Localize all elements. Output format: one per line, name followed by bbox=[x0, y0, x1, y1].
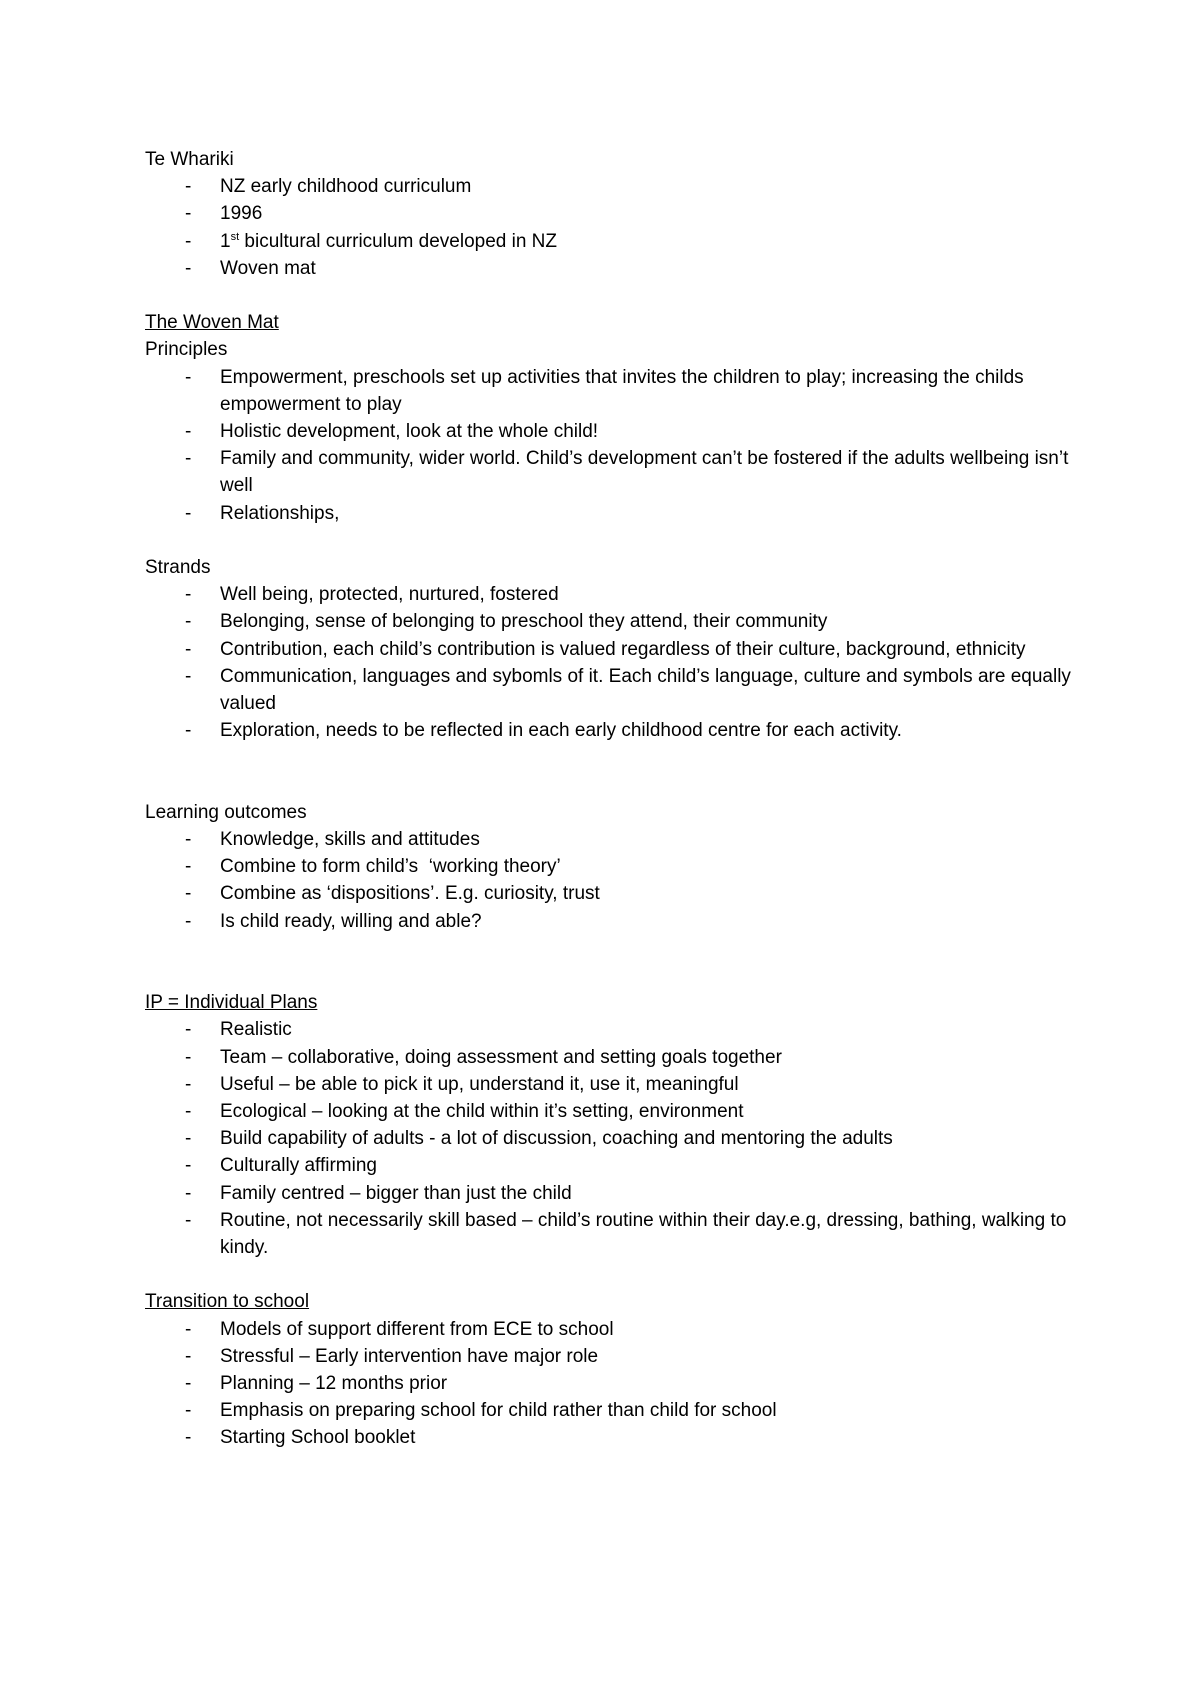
dash-bullet: - bbox=[185, 720, 192, 742]
list-item: - Combine as ‘dispositions’. E.g. curiosity, trust bbox=[145, 880, 1085, 907]
document-page bbox=[145, 146, 1085, 1452]
list-item: - Exploration, needs to be reflected in each early childhood centre for each activity. bbox=[145, 717, 1085, 744]
heading-transition-to-school: Transition to school bbox=[145, 1291, 310, 1313]
dash-bullet: - bbox=[185, 828, 192, 850]
list-item: - Well being, protected, nurtured, fostered bbox=[145, 581, 1085, 608]
list-item: - Woven mat bbox=[145, 255, 1085, 282]
dash-bullet: - bbox=[185, 665, 192, 687]
dash-bullet: - bbox=[185, 1073, 192, 1095]
dash-bullet: - bbox=[185, 230, 192, 252]
list-item: - Family centred – bigger than just the child bbox=[145, 1180, 1085, 1207]
dash-bullet: - bbox=[185, 203, 192, 225]
dash-bullet: - bbox=[185, 1155, 192, 1177]
dash-bullet: - bbox=[185, 502, 192, 524]
dash-bullet: - bbox=[185, 448, 192, 470]
list-item: - Culturally affirming bbox=[145, 1152, 1085, 1179]
list-item: - Stressful – Early intervention have major role bbox=[145, 1343, 1085, 1370]
dash-bullet: - bbox=[185, 1046, 192, 1068]
dash-bullet: - bbox=[185, 1318, 192, 1340]
dash-bullet: - bbox=[185, 638, 192, 660]
list-item: - Starting School booklet bbox=[145, 1424, 1085, 1451]
dash-bullet: - bbox=[185, 257, 192, 279]
dash-bullet: - bbox=[185, 910, 192, 932]
list-item: - Holistic development, look at the whole child! bbox=[145, 418, 1085, 445]
list-item: - Is child ready, willing and able? bbox=[145, 908, 1085, 935]
list-item: - Belonging, sense of belonging to preschool they attend, their community bbox=[145, 608, 1085, 635]
list-item: - Combine to form child’s ‘working theory’ bbox=[145, 853, 1085, 880]
list-item: - Family and community, wider world. Child’s development can’t be fostered if the adults wellbeing isn’t well bbox=[145, 445, 1085, 499]
heading-individual-plans: IP = Individual Plans bbox=[145, 992, 318, 1014]
list-item: - Team – collaborative, doing assessment and setting goals together bbox=[145, 1044, 1085, 1071]
list-item: - Contribution, each child’s contribution is valued regardless of their culture, background, ethnicity bbox=[145, 636, 1085, 663]
list-item: - NZ early childhood curriculum bbox=[145, 173, 1085, 200]
dash-bullet: - bbox=[185, 1128, 192, 1150]
list-item: - Routine, not necessarily skill based – child’s routine within their day.e.g, dressing, bathing, walking to kindy. bbox=[145, 1207, 1085, 1261]
dash-bullet: - bbox=[185, 1182, 192, 1204]
list-item: - Useful – be able to pick it up, understand it, use it, meaningful bbox=[145, 1071, 1085, 1098]
dash-bullet: - bbox=[185, 366, 192, 388]
heading-learning-outcomes: Learning outcomes bbox=[145, 801, 307, 823]
dash-bullet: - bbox=[185, 1100, 192, 1122]
list-te-whariki bbox=[145, 173, 1085, 282]
dash-bullet: - bbox=[185, 611, 192, 633]
dash-bullet: - bbox=[185, 420, 192, 442]
dash-bullet: - bbox=[185, 584, 192, 606]
dash-bullet: - bbox=[185, 176, 192, 198]
dash-bullet: - bbox=[185, 1427, 192, 1449]
subheading-principles: Principles bbox=[145, 339, 228, 361]
dash-bullet: - bbox=[185, 1400, 192, 1422]
list-item: - Communication, languages and sybomls of it. Each child’s language, culture and symbols are equally valued bbox=[145, 663, 1085, 717]
dash-bullet: - bbox=[185, 1345, 192, 1367]
dash-bullet: - bbox=[185, 856, 192, 878]
list-item: - Realistic bbox=[145, 1016, 1085, 1043]
heading-te-whariki: Te Whariki bbox=[145, 149, 234, 170]
list-transition-to-school bbox=[145, 1316, 1085, 1452]
list-item: - 1996 bbox=[145, 200, 1085, 227]
list-item: - Empowerment, preschools set up activities that invites the children to play; increasing the childs empowerment to play bbox=[145, 364, 1085, 418]
list-item: - Relationships, bbox=[145, 500, 1085, 527]
list-item: - Build capability of adults - a lot of discussion, coaching and mentoring the adults bbox=[145, 1125, 1085, 1152]
list-strands bbox=[145, 581, 1085, 744]
list-item: - Emphasis on preparing school for child rather than child for school bbox=[145, 1397, 1085, 1424]
dash-bullet: - bbox=[185, 883, 192, 905]
list-individual-plans bbox=[145, 1016, 1085, 1261]
list-item: - Ecological – looking at the child within it’s setting, environment bbox=[145, 1098, 1085, 1125]
list-learning-outcomes bbox=[145, 826, 1085, 935]
heading-strands: Strands bbox=[145, 556, 211, 578]
heading-woven-mat: The Woven Mat bbox=[145, 312, 279, 334]
list-item: - Planning – 12 months prior bbox=[145, 1370, 1085, 1397]
dash-bullet: - bbox=[185, 1019, 192, 1041]
list-principles bbox=[145, 364, 1085, 527]
list-item: - Models of support different from ECE to school bbox=[145, 1316, 1085, 1343]
list-item: - Knowledge, skills and attitudes bbox=[145, 826, 1085, 853]
dash-bullet: - bbox=[185, 1372, 192, 1394]
list-item: - 1st bicultural curriculum developed in NZ bbox=[145, 228, 1085, 255]
dash-bullet: - bbox=[185, 1209, 192, 1231]
